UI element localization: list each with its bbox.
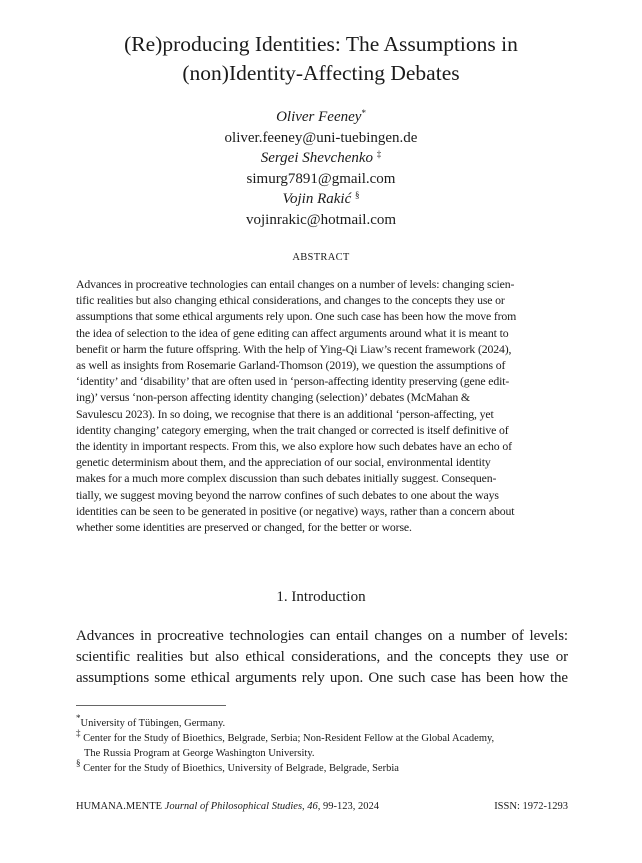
abstract-line: Advances in procreative technologies can entail changes on a number of levels: changing scien- [76,277,515,291]
footnote-3: § Center for the Study of Bioethics, University of Belgrade, Belgrade, Serbia [76,758,399,774]
section-heading-introduction: 1. Introduction [276,589,366,605]
abstract-line: tially, we suggest moving beyond the narrow confines of such debates to one about the ways [76,487,499,502]
title-line-1: (Re)producing Identities: The Assumptions in [124,32,518,56]
abstract-body [76,276,568,535]
abstract-line: as well as insights from Rosemarie Garland-Thomson (2019), we question the assumptions of [76,358,506,373]
intro-line: scientific realities but also ethical considerations, and the concepts they use or [76,649,568,665]
intro-line: assumptions some ethical arguments rely upon. One such case has been how the [76,670,568,686]
author-email[interactable]: vojinrakic@hotmail.com [245,211,397,228]
journal-citation: HUMANA.MENTE Journal of Philosophical Studies, 46, 99-123, 2024 [76,801,380,812]
abstract-line: benefit or harm the future offspring. With the help of Ying-Qi Liaw’s recent framework (2024), [76,341,512,356]
author-block [0,107,642,230]
abstract-line: genetic determinism about them, and the appreciation of our social, environmental identity [76,455,491,470]
author-email[interactable]: simurg7891@gmail.com [246,170,396,187]
intro-paragraph [76,626,568,689]
footnotes [76,713,568,776]
footnote-2: ‡ Center for the Study of Bioethics, Belgrade, Serbia; Non-Resident Fellow at the Global Academy, [76,728,495,744]
abstract-heading: ABSTRACT [292,252,350,263]
abstract-line: the idea of selection to the idea of gene editing can affect arguments around what it is meant to [76,325,509,340]
footnote-1: *University of Tübingen, Germany. [76,713,226,729]
paper-title [60,30,582,88]
abstract-line: identity changing’ category emerging, when the trait changed or corrected is itself definitive of [76,422,509,437]
issn: ISSN: 1972-1293 [494,801,568,812]
footnote-divider [76,705,226,706]
intro-line: Advances in procreative technologies can entail changes on a number of levels: [76,628,568,644]
author-name: Oliver Feeney* [276,108,366,125]
abstract-line: ing)’ versus ‘non-person affecting identity changing (selection)’ debates (McMahan & [76,390,470,405]
abstract-line: makes for a much more complex discussion than such debates initially suggest. Consequen- [76,471,497,486]
abstract-line: the identity in important respects. From this, we also explore how such debates have an echo of [76,439,512,454]
abstract-line: tific realities but also changing ethical considerations, and changes to the concepts they use or [76,293,505,308]
author-name: Sergei Shevchenko ‡ [260,149,382,166]
footnote-2-continuation: The Russia Program at George Washington University. [84,748,315,759]
abstract-line: ‘identity’ and ‘disability’ that are often used in ‘person-affecting identity preserving (gene edit- [76,374,510,389]
author-email[interactable]: oliver.feeney@uni-tuebingen.de [224,129,418,146]
abstract-line: assumptions that some ethical arguments rely upon. One such case has been how the move from [76,309,517,324]
abstract-line: identities can be seen to be generated in positive (or negative) ways, rather than a concern about [76,503,515,518]
author-name: Vojin Rakić § [282,190,360,207]
abstract-line: Savulescu 2023). In so doing, we recognise that there is an additional ‘person-affecting, yet [76,406,494,421]
abstract-line: whether some identities are preserved or changed, for the better or worse. [76,520,412,535]
title-line-2: (non)Identity-Affecting Debates [182,61,460,85]
